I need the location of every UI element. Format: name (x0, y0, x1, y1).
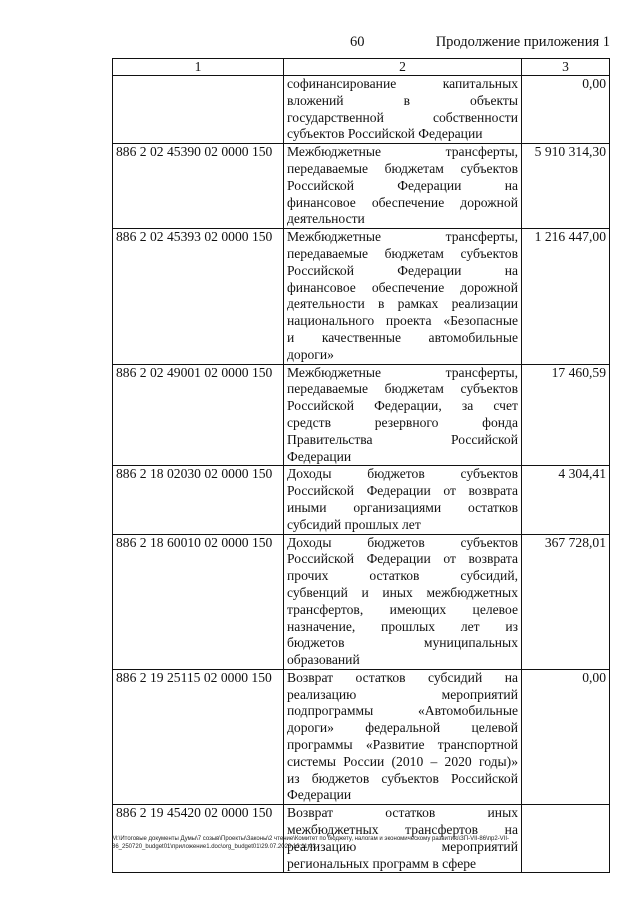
description-line: Федерации (287, 787, 352, 803)
description-line: передаваемые бюджетам субъектов (287, 381, 518, 397)
description-line: Федерации (287, 448, 352, 464)
table-row (113, 364, 610, 466)
income-code-cell: 886 2 19 45420 02 0000 150 (113, 805, 284, 873)
description-line: иными организациями остатков (287, 499, 518, 515)
description-line: бюджетов муниципальных (287, 635, 518, 651)
description-line: дороги» (287, 346, 334, 362)
file-path-footer (112, 835, 612, 851)
description-line: деятельности в рамках реализации (287, 296, 518, 312)
description-line: межбюджетных трансфертов на (287, 822, 518, 838)
description-line: Межбюджетные трансферты, (287, 144, 518, 160)
description-line: национального проекта «Безопасные (287, 313, 518, 329)
description-line: субъектов Российской Федерации (287, 126, 483, 142)
description-line: прочих остатков субсидий, (287, 568, 518, 584)
description-line: назначение, прошлых лет из (287, 618, 518, 634)
amount-cell: 0,00 (522, 76, 610, 144)
description-cell (284, 229, 522, 364)
income-code-cell: 886 2 02 45393 02 0000 150 (113, 229, 284, 364)
income-code-cell (113, 76, 284, 144)
description-line: Межбюджетные трансферты, (287, 229, 518, 245)
table-header-row (113, 59, 610, 76)
table-row (113, 229, 610, 364)
budget-table (112, 58, 610, 873)
description-line: Доходы бюджетов субъектов (287, 466, 518, 482)
description-line: Российской Федерации на (287, 177, 518, 193)
income-code-cell: 886 2 02 49001 02 0000 150 (113, 364, 284, 466)
column-header-2: 2 (284, 59, 522, 76)
amount-cell: 4 304,41 (522, 466, 610, 534)
description-line: финансовое обеспечение дорожной (287, 279, 518, 295)
table-row (113, 144, 610, 229)
amount-cell: 5 910 314,30 (522, 144, 610, 229)
table-row (113, 534, 610, 669)
income-code-cell: 886 2 18 60010 02 0000 150 (113, 534, 284, 669)
description-line: реализацию мероприятий (287, 838, 518, 854)
description-line: государственной собственности (287, 109, 518, 125)
table-row (113, 466, 610, 534)
description-line: финансовое обеспечение дорожной (287, 194, 518, 210)
description-cell (284, 76, 522, 144)
description-cell (284, 466, 522, 534)
description-line: Российской Федерации, за счет (287, 398, 518, 414)
description-line: субвенций и иных межбюджетных (287, 584, 518, 600)
description-line: передаваемые бюджетам субъектов (287, 160, 518, 176)
description-cell (284, 144, 522, 229)
amount-cell: 1 216 447,00 (522, 229, 610, 364)
description-line: вложений в объекты (287, 92, 518, 108)
description-line: деятельности (287, 211, 365, 227)
description-line: Российской Федерации на (287, 262, 518, 278)
description-line: системы России (2010 – 2020 годы)» (287, 753, 518, 769)
description-line: Возврат остатков субсидий на (287, 669, 518, 685)
column-header-3: 3 (522, 59, 610, 76)
description-line: и качественные автомобильные (287, 329, 518, 345)
description-line: программы «Развитие транспортной (287, 737, 518, 753)
description-line: Доходы бюджетов субъектов (287, 534, 518, 550)
income-code-cell: 886 2 18 02030 02 0000 150 (113, 466, 284, 534)
description-line: Правительства Российской (287, 431, 518, 447)
amount-cell: 367 728,01 (522, 534, 610, 669)
description-line: средств резервного фонда (287, 414, 518, 430)
table-row (113, 669, 610, 804)
income-code-cell: 886 2 02 45390 02 0000 150 (113, 144, 284, 229)
description-line: Межбюджетные трансферты, (287, 364, 518, 380)
description-line: из бюджетов субъектов Российской (287, 770, 518, 786)
description-line: реализацию мероприятий (287, 686, 518, 702)
table-row (113, 76, 610, 144)
page-number: 60 (350, 34, 365, 50)
column-header-1: 1 (113, 59, 284, 76)
description-line: региональных программ в сфере (287, 855, 477, 871)
description-line: Российской Федерации от возврата (287, 551, 518, 567)
income-code-cell: 886 2 19 25115 02 0000 150 (113, 669, 284, 804)
page-header (0, 34, 640, 56)
description-cell (284, 669, 522, 804)
description-line: подпрограммы «Автомобильные (287, 703, 518, 719)
description-line: трансфертов, имеющих целевое (287, 601, 518, 617)
description-line: софинансирование капитальных (287, 76, 518, 91)
continuation-label: Продолжение приложения 1 (435, 34, 610, 50)
description-line: Российской Федерации от возврата (287, 483, 518, 499)
description-line: Возврат остатков иных (287, 805, 518, 821)
description-cell (284, 364, 522, 466)
description-line: передаваемые бюджетам субъектов (287, 245, 518, 261)
file-path-line-1: М:\Итоговые документы Думы\7 созыв\Проекты\Законы\2 чтение\Комитет по бюджету, налогам и экономическому развитию\ЗП-VII-86\пр2-VII- (112, 836, 510, 842)
amount-cell: 17 460,59 (522, 364, 610, 466)
description-cell (284, 534, 522, 669)
description-line: образований (287, 652, 360, 668)
file-path-line-2: 86_250720_budget01\приложение1.doc\org_budget01\29.07.2020 10:11:03 (112, 844, 316, 850)
amount-cell: 0,00 (522, 669, 610, 804)
description-line: субсидий прошлых лет (287, 516, 421, 532)
description-line: дороги» федеральной целевой (287, 720, 518, 736)
